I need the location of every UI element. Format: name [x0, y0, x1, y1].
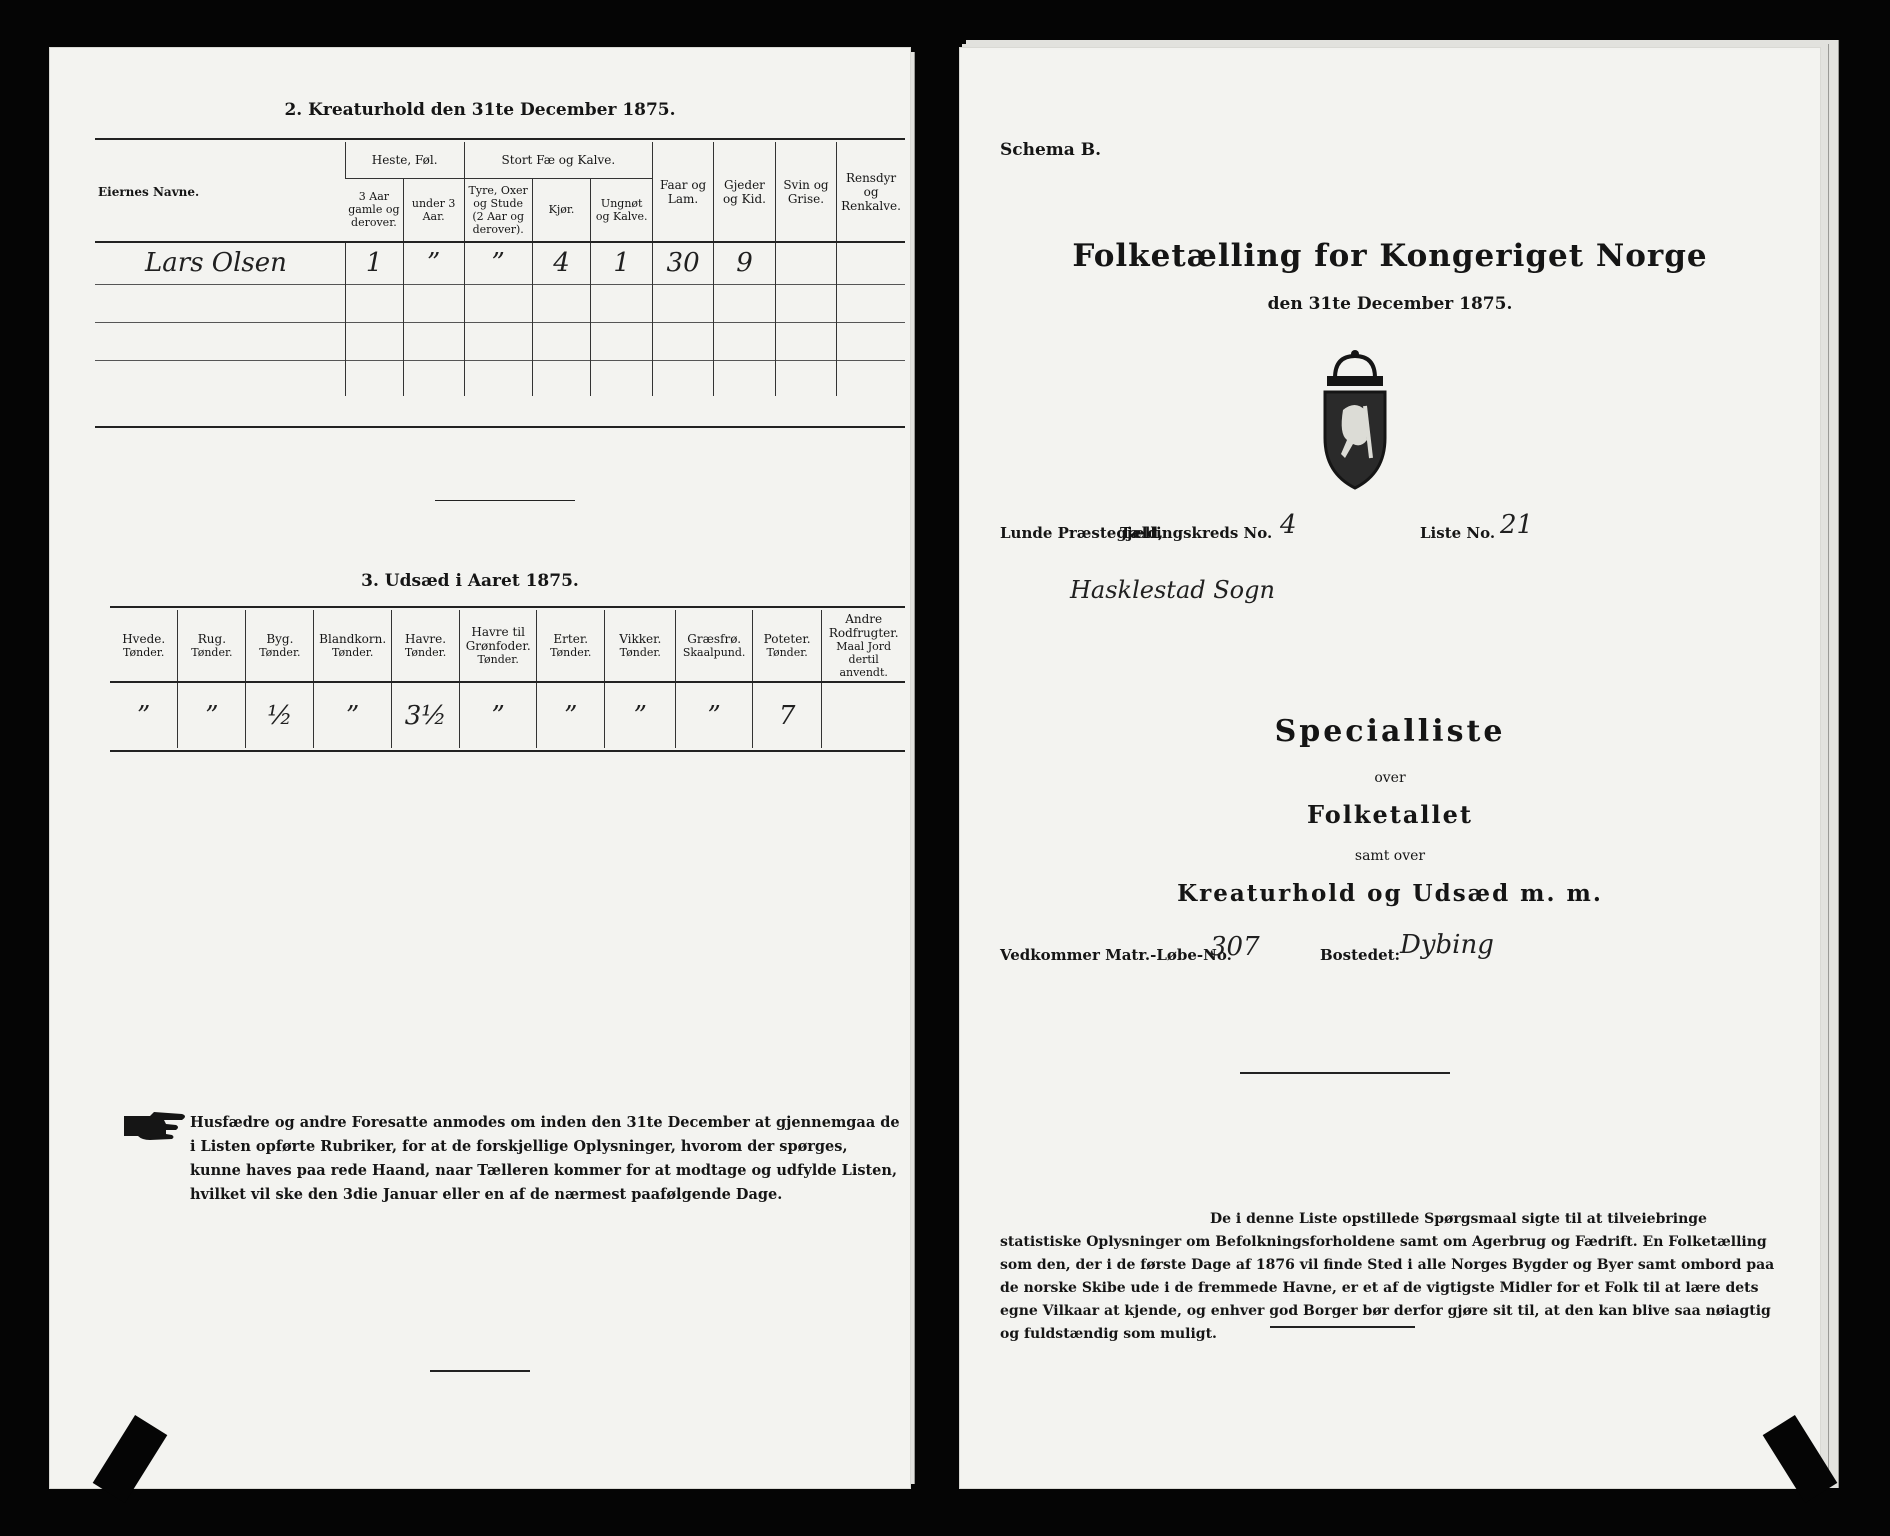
seed-col-unit: Tønder. — [123, 646, 165, 659]
main-title: Folketælling for Kongeriget Norge — [1072, 238, 1708, 274]
cell-cows: 4 — [532, 242, 591, 284]
seed-col-peas — [537, 610, 605, 682]
seed-value-vetch: ” — [605, 682, 676, 748]
seed-col-label: Havre til Grønfoder. — [465, 625, 531, 653]
kreaturhold-title: Kreaturhold og Udsæd m. m. — [1177, 880, 1603, 907]
list-number: 21 — [1500, 510, 1534, 540]
seed-col-unit: Tønder. — [766, 646, 808, 659]
seed-col-unit: Skaalpund. — [682, 646, 746, 659]
divider-mid — [1240, 1072, 1450, 1074]
table-top-rule — [95, 138, 905, 140]
bosted-label: Bostedet: — [1320, 946, 1401, 964]
seed-col-barley — [246, 610, 314, 682]
seed-table-bottom-rule — [110, 750, 905, 752]
divider-short — [435, 500, 575, 501]
district-label: Tællingskreds No. — [1120, 524, 1273, 542]
seed-value-potatoes: 7 — [752, 682, 821, 748]
schema-label: Schema B. — [1000, 140, 1102, 160]
col-bulls: Tyre, Oxer og Stude (2 Aar og derover). — [464, 178, 532, 242]
seed-value-mixed-grain: ” — [314, 682, 392, 748]
livestock-table — [95, 142, 905, 396]
sogn-handwritten: Hasklestad Sogn — [1070, 576, 1275, 604]
col-pigs: Svin og Grise. — [775, 142, 836, 242]
left-page — [50, 48, 910, 1488]
owner-name-header: Eiernes Navne. — [98, 184, 200, 199]
horses-header: Heste, Føl. — [345, 142, 464, 178]
seed-value-peas: ” — [537, 682, 605, 748]
seed-col-label: Blandkorn. — [319, 632, 387, 646]
owner-name: Lars Olsen — [145, 248, 287, 279]
section3-title: 3. Udsæd i Aaret 1875. — [361, 571, 579, 591]
matr-number: 307 — [1210, 932, 1260, 962]
cell-horses-under3: ” — [403, 242, 464, 284]
cell-goats: 9 — [714, 242, 776, 284]
seed-col-unit: Tønder. — [404, 646, 447, 659]
special-title: Specialliste — [1274, 714, 1506, 749]
seed-value-barley: ½ — [246, 682, 314, 748]
matr-label: Vedkommer Matr.-Løbe-No. — [1000, 946, 1232, 964]
right-page — [960, 48, 1820, 1488]
parish-label: Lunde Præstegjeld, — [1000, 524, 1164, 542]
bosted-value: Dybing — [1400, 930, 1494, 960]
seed-col-unit: Tønder. — [477, 653, 519, 666]
section2-title: 2. Kreaturhold den 31te December 1875. — [284, 100, 676, 120]
pointing-hand-icon — [120, 1108, 190, 1144]
seed-col-unit: Maal Jord dertil anvendt. — [836, 640, 892, 679]
seed-value-root-crops — [822, 682, 905, 748]
seed-col-unit: Tønder. — [332, 646, 374, 659]
seed-col-unit: Tønder. — [550, 646, 592, 659]
seed-table — [110, 610, 905, 748]
cattle-header: Stort Fæ og Kalve. — [464, 142, 652, 178]
col-horses-3yr: 3 Aar gamle og derover. — [348, 190, 400, 230]
col-horses-under3: under 3 Aar. — [403, 178, 464, 242]
norwegian-coat-of-arms-icon — [1305, 348, 1405, 493]
instruction-notice: Husfædre og andre Foresatte anmodes om inden den 31te December at gjennemgaa de i Listen opførte Rubriker, for at de forskjellige Oplysninger, hvorom der spørges, kunne haves paa rede Haand, naar Tælleren kommer for at modtage og udfylde Listen, hvilket vil ske den 3die Januar eller en af de nærmest paafølgende Dage. — [190, 1114, 900, 1203]
col-reindeer: Rensdyr og Renkalve. — [837, 142, 905, 242]
seed-col-unit: Tønder. — [619, 646, 661, 659]
seed-col-label: Poteter. — [763, 632, 811, 646]
col-young-cattle: Ungnøt og Kalve. — [591, 178, 653, 242]
seed-col-potatoes — [752, 610, 821, 682]
seed-value-rye: ” — [178, 682, 246, 748]
seed-value-wheat: ” — [137, 700, 151, 731]
seed-col-vetch — [605, 610, 676, 682]
list-label: Liste No. — [1420, 524, 1496, 542]
seed-col-label: Græsfrø. — [687, 632, 742, 646]
table-bottom-rule — [95, 426, 905, 428]
col-sheep: Faar og Lam. — [653, 142, 714, 242]
seed-col-wheat — [110, 610, 178, 682]
footer-rule-right — [1270, 1326, 1415, 1328]
seed-value-grass-seed: ” — [676, 682, 753, 748]
cell-pigs — [775, 242, 836, 284]
cell-young-cattle: 1 — [591, 242, 653, 284]
seed-col-rye — [178, 610, 246, 682]
date-line: den 31te December 1875. — [1267, 294, 1513, 314]
seed-col-grass-seed — [676, 610, 753, 682]
seed-col-label: Andre Rodfrugter. — [828, 612, 899, 640]
cell-reindeer — [837, 242, 905, 284]
cell-sheep: 30 — [653, 242, 714, 284]
cell-horses-3yr: 1 — [345, 242, 403, 284]
seed-value-green-fodder: ” — [460, 682, 537, 748]
explanatory-paragraph: De i denne Liste opstillede Spørgsmaal sigte til at tilveiebringe statistiske Oplysninger om Befolkningsforholdene samt om Agerbrug og Fædrift. En Folketælling som den, der i de første Dage af 1876 vil finde Sted i alle Norges Bygder og Byer samt ombord paa de norske Skibe ude i de fremmede Havne, er et af de vigtigste Midler for et Folk til at lære dets egne Vilkaar at kjende, og enhver god Borger bør derfor gjøre sit til, at den kan blive saa nøiagtig og fuldstændig som muligt. — [1000, 1211, 1775, 1342]
seed-col-label: Hvede. — [122, 632, 166, 646]
cell-bulls: ” — [464, 242, 532, 284]
district-number: 4 — [1280, 510, 1297, 540]
seed-col-unit: Tønder. — [191, 646, 233, 659]
seed-col-label: Byg. — [266, 632, 294, 646]
seed-col-unit: Tønder. — [259, 646, 301, 659]
seed-col-mixed-grain — [314, 610, 392, 682]
over-text: over — [1374, 770, 1406, 786]
folketallet-title: Folketallet — [1307, 800, 1473, 829]
seed-table-top-rule — [110, 606, 905, 608]
samt-over-text: samt over — [1354, 848, 1426, 864]
seed-value-oats: 3½ — [392, 682, 460, 748]
col-cows: Kjør. — [532, 178, 591, 242]
seed-col-label: Vikker. — [619, 632, 662, 646]
footer-rule-left — [430, 1370, 530, 1372]
seed-col-oats — [392, 610, 460, 682]
seed-col-green-fodder — [460, 610, 537, 682]
seed-col-root-crops — [822, 610, 905, 682]
col-goats: Gjeder og Kid. — [714, 142, 776, 242]
seed-col-label: Havre. — [405, 632, 447, 646]
seed-col-label: Erter. — [553, 632, 589, 646]
seed-col-label: Rug. — [197, 632, 227, 646]
